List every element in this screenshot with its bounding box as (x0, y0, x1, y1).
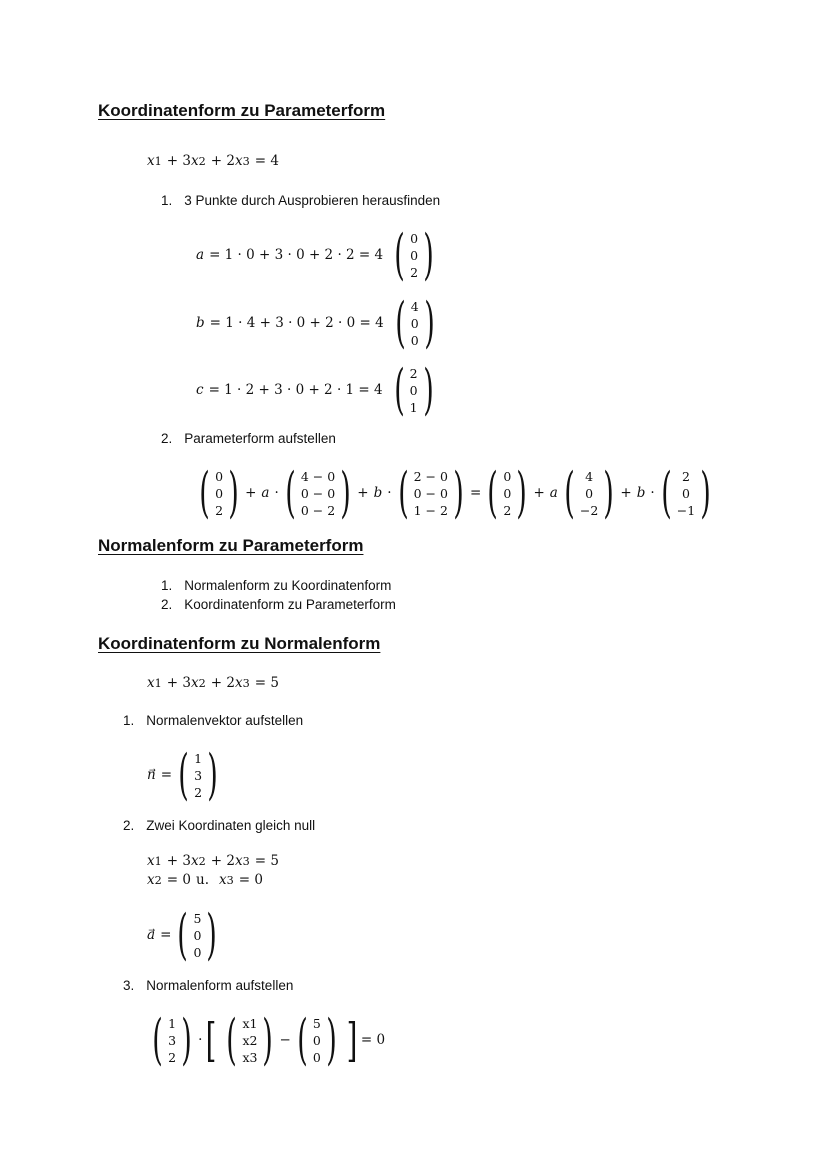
point-a-equation: a = 1 · 0 + 3 · 0 + 2 · 2 = 4 ( 0 0 2 ) (196, 228, 440, 282)
support-vector-equation: a = ( 5 0 0 ) (147, 908, 223, 962)
section-title-normalen-zu-parameter: Normalenform zu Parameterform (98, 536, 364, 555)
equation-koordinatenform-3: x 1 + 3 x 2 + 2 x 3 = 5 (147, 853, 279, 869)
step-2-heading: 2. Parameterform aufstellen (161, 431, 336, 446)
normal-vector-equation: n = ( 1 3 2 ) (147, 748, 224, 802)
equation-koordinatenform-2: x 1 + 3 x 2 + 2 x 3 = 5 (147, 675, 279, 691)
param-vector-3: ( 2 − 0 0 − 0 1 − 2 ) (397, 461, 464, 524)
point-a-vector: ( 0 0 2 ) (394, 223, 434, 286)
section-title-koordinaten-zu-normalen: Koordinatenform zu Normalenform (98, 634, 381, 653)
list-item: 1. Normalenform zu Koordinatenform (161, 578, 392, 593)
step-1-heading: 1. 3 Punkte durch Ausprobieren herausfinden (161, 193, 441, 208)
step-3-heading-normal: 3. Normalenform aufstellen (123, 978, 294, 993)
step-1-heading-normal: 1. Normalenvektor aufstellen (123, 713, 304, 728)
normal-vector: ( 1 3 2 ) (178, 743, 218, 806)
list-item: 2. Koordinatenform zu Parameterform (161, 597, 396, 612)
normalenform-equation: ( 1 3 2 ) · [ ( x1 x2 x3 ) − ( 5 0 0 ) ] = 0 (146, 1013, 385, 1067)
param-vector-4: ( 0 0 2 ) (487, 461, 528, 524)
point-b-vector: ( 4 0 0 ) (394, 291, 435, 354)
nf-a-vector: ( 5 0 0 ) (297, 1008, 337, 1071)
parameterform-equation: ( 0 0 2 ) + a · ( 4 − 0 0 − 0 0 − 2 ) + b · ( 2 − 0 0 − 0 1 − 2 ) = ( 0 0 2 ) + a ( 4 0 −2 ) + b · ( 2 0 −1 ) (193, 466, 717, 520)
equation-koordinatenform-1: x 1 + 3 x 2 + 2 x 3 = 4 (147, 153, 279, 169)
param-vector-5: ( 4 0 −2 ) (564, 461, 615, 524)
nf-x-vector: ( x1 x2 x3 ) (226, 1008, 274, 1071)
support-vector: ( 5 0 0 ) (177, 903, 218, 966)
point-c-vector: ( 2 0 1 ) (393, 358, 434, 421)
nf-normal-vector: ( 1 3 2 ) (152, 1008, 192, 1071)
param-vector-6: ( 2 0 −1 ) (660, 461, 711, 524)
step-2-heading-normal: 2. Zwei Koordinaten gleich null (123, 818, 316, 833)
point-b-equation: b = 1 · 4 + 3 · 0 + 2 · 0 = 4 ( 4 0 0 ) (196, 296, 441, 350)
zero-conditions: x 2 = 0 u. x 3 = 0 (147, 872, 263, 888)
param-vector-1: ( 0 0 2 ) (199, 461, 239, 524)
point-c-equation: c = 1 · 2 + 3 · 0 + 2 · 1 = 4 ( 2 0 1 ) (196, 363, 440, 417)
section-title-koordinaten-zu-parameter: Koordinatenform zu Parameterform (98, 101, 386, 120)
param-vector-2: ( 4 − 0 0 − 0 0 − 2 ) (285, 461, 351, 524)
